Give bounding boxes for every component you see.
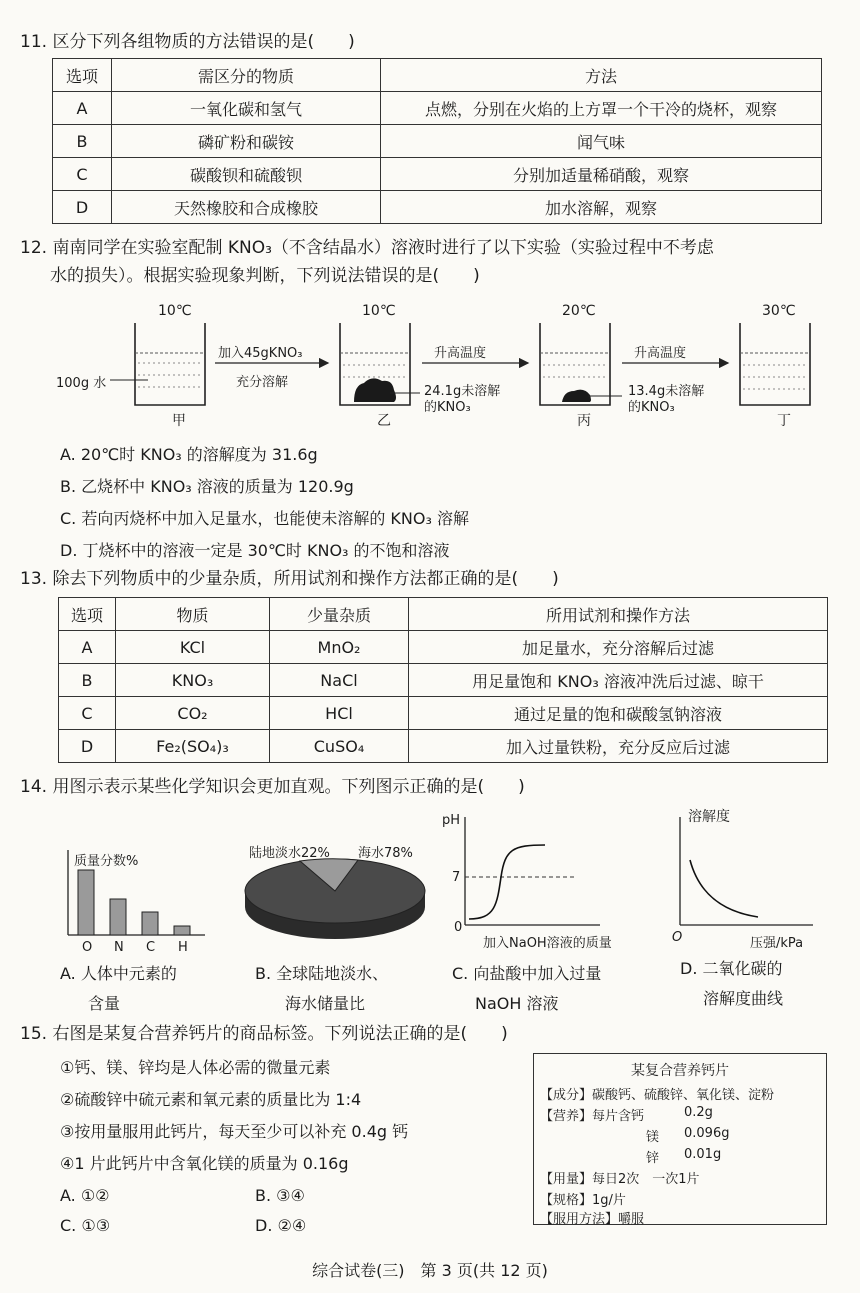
- undissolved-label-1: 24.1g未溶解: [424, 384, 501, 399]
- beaker-bing: [540, 323, 622, 405]
- q12-option-a[interactable]: A. 20℃时 KNO₃ 的溶解度为 31.6g: [60, 445, 318, 464]
- bar-tick-label: O: [82, 940, 93, 955]
- product-label-spec: 【规格】1g/片: [540, 1193, 626, 1208]
- table-row: [59, 664, 828, 697]
- table-cell: 点燃，分别在火焰的上方罩一个干冷的烧杯，观察: [381, 92, 822, 125]
- ph-curve-line: [469, 845, 545, 919]
- product-label-dosage: 【用量】每日2次 一次1片: [540, 1172, 700, 1187]
- chart-d-origin: O: [672, 930, 683, 945]
- chart-c-ref-tick: 7: [452, 870, 461, 885]
- chart-c-xlabel: 加入NaOH溶液的质量: [483, 936, 612, 951]
- beaker-temp: 10℃: [362, 303, 396, 319]
- table-cell: CuSO₄: [270, 730, 409, 763]
- table-row: [59, 697, 828, 730]
- table-header-row: [59, 598, 828, 631]
- table-header-row: [53, 59, 822, 92]
- table-cell: 加水溶解，观察: [381, 191, 822, 224]
- arrow1-top-label: 加入45gKNO₃: [218, 346, 303, 361]
- chart-b-caption-2: 海水储量比: [285, 994, 366, 1013]
- product-label-zn-value: 0.01g: [684, 1147, 722, 1162]
- q12-option-b[interactable]: B. 乙烧杯中 KNO₃ 溶液的质量为 120.9g: [60, 477, 354, 496]
- chart-c-ylabel: pH: [442, 813, 461, 828]
- undissolved-solid-icon: [562, 390, 591, 402]
- q15-option-c[interactable]: C. ①③: [60, 1216, 111, 1235]
- chart-a-ylabel: 质量分数%: [74, 854, 139, 869]
- table-row: [53, 191, 822, 224]
- beaker-yi: [340, 323, 420, 405]
- solubility-curve-line: [690, 860, 758, 917]
- q13-table: [58, 597, 828, 763]
- chart-c-caption-2: NaOH 溶液: [475, 994, 559, 1013]
- table-cell: 加足量水，充分溶解后过滤: [409, 631, 828, 664]
- table-cell: 通过足量的饱和碳酸氢钠溶液: [409, 697, 828, 730]
- table-cell: D: [53, 191, 112, 224]
- table-header: 选项: [59, 598, 116, 631]
- table-row: [59, 730, 828, 763]
- page-footer: 综合试卷(三) 第 3 页(共 12 页): [312, 1261, 548, 1280]
- table-cell: KCl: [116, 631, 270, 664]
- beaker-name: 丁: [777, 413, 791, 429]
- table-cell: 磷矿粉和碳铵: [112, 125, 381, 158]
- q13-stem: 13. 除去下列物质中的少量杂质，所用试剂和操作方法都正确的是( ): [20, 569, 559, 589]
- chart-a-caption-2: 含量: [88, 994, 121, 1013]
- table-cell: 一氧化碳和氢气: [112, 92, 381, 125]
- table-header: 少量杂质: [270, 598, 409, 631]
- q12-stem-line2: 水的损失）。根据实验现象判断，下列说法错误的是( ): [50, 266, 480, 286]
- q15-option-b[interactable]: B. ③④: [255, 1186, 305, 1205]
- beaker-name: 甲: [172, 413, 186, 429]
- beaker-temp: 30℃: [762, 303, 796, 319]
- q15-statement: ①钙、镁、锌均是人体必需的微量元素: [60, 1058, 331, 1077]
- table-cell: MnO₂: [270, 631, 409, 664]
- chart-c-caption: C. 向盐酸中加入过量: [452, 964, 602, 983]
- table-row: [53, 92, 822, 125]
- table-cell: Fe₂(SO₄)₃: [116, 730, 270, 763]
- chart-d-solubility-curve: [668, 815, 818, 930]
- bar-tick-label: N: [114, 940, 124, 955]
- q15-statement: ②硫酸锌中硫元素和氧元素的质量比为 1:4: [60, 1090, 362, 1109]
- product-label-zn-key: 锌: [646, 1151, 660, 1166]
- beaker-jia: [110, 323, 205, 405]
- q14-stem: 14. 用图示表示某些化学知识会更加直观。下列图示正确的是( ): [20, 777, 525, 797]
- table-row: [53, 158, 822, 191]
- bar-H: [174, 926, 190, 935]
- product-label-method: 【服用方法】嚼服: [540, 1212, 645, 1227]
- undissolved-label-1b: 的KNO₃: [424, 400, 471, 415]
- table-header: 所用试剂和操作方法: [409, 598, 828, 631]
- table-cell: 闻气味: [381, 125, 822, 158]
- table-cell: NaCl: [270, 664, 409, 697]
- table-cell: 加入过量铁粉，充分反应后过滤: [409, 730, 828, 763]
- chart-d-caption: D. 二氧化碳的: [680, 959, 783, 978]
- table-cell: 碳酸钡和硫酸钡: [112, 158, 381, 191]
- table-cell: A: [53, 92, 112, 125]
- arrow3-top-label: 升高温度: [634, 346, 687, 361]
- beaker-temp: 10℃: [158, 303, 192, 319]
- table-cell: D: [59, 730, 116, 763]
- q15-statement: ③按用量服用此钙片，每天至少可以补充 0.4g 钙: [60, 1122, 409, 1141]
- q15-statement: ④1 片此钙片中含氧化镁的质量为 0.16g: [60, 1154, 349, 1173]
- bar-tick-label: H: [178, 940, 188, 955]
- q12-stem-line1: 12. 南南同学在实验室配制 KNO₃（不含结晶水）溶液时进行了以下实验（实验过程中不考虑: [20, 238, 714, 258]
- product-label: [533, 1053, 827, 1225]
- bar-tick-label: C: [146, 940, 156, 955]
- pie-label-seawater: 海水78%: [358, 846, 413, 861]
- table-header: 需区分的物质: [112, 59, 381, 92]
- chart-d-xlabel: 压强/kPa: [750, 936, 804, 951]
- chart-b-caption: B. 全球陆地淡水、: [255, 964, 389, 983]
- table-cell: C: [53, 158, 112, 191]
- chart-a-caption: A. 人体中元素的: [60, 964, 177, 983]
- chart-c-origin: 0: [454, 920, 463, 935]
- bar-C: [142, 912, 158, 935]
- chart-b-pie: [240, 855, 430, 950]
- table-cell: A: [59, 631, 116, 664]
- q15-option-d[interactable]: D. ②④: [255, 1216, 307, 1235]
- table-cell: 用足量饱和 KNO₃ 溶液冲洗后过滤、晾干: [409, 664, 828, 697]
- table-cell: B: [53, 125, 112, 158]
- q11-table: [52, 58, 822, 224]
- table-cell: C: [59, 697, 116, 730]
- pie-label-freshwater: 陆地淡水22%: [249, 846, 330, 861]
- table-cell: HCl: [270, 697, 409, 730]
- table-cell: 分别加适量稀硝酸，观察: [381, 158, 822, 191]
- undissolved-label-2: 13.4g未溶解: [628, 384, 705, 399]
- table-cell: 天然橡胶和合成橡胶: [112, 191, 381, 224]
- table-cell: CO₂: [116, 697, 270, 730]
- bar-O: [78, 870, 94, 935]
- product-label-nutrition-key: 【营养】每片含钙: [540, 1109, 645, 1124]
- q15-stem: 15. 右图是某复合营养钙片的商品标签。下列说法正确的是( ): [20, 1024, 508, 1044]
- table-header: 选项: [53, 59, 112, 92]
- arrow2-top-label: 升高温度: [434, 346, 487, 361]
- chart-d-ylabel: 溶解度: [688, 809, 730, 825]
- q15-option-a[interactable]: A. ①②: [60, 1186, 110, 1205]
- table-cell: KNO₃: [116, 664, 270, 697]
- table-cell: B: [59, 664, 116, 697]
- table-header: 方法: [381, 59, 822, 92]
- undissolved-solid-icon: [354, 378, 396, 402]
- undissolved-label-2b: 的KNO₃: [628, 400, 675, 415]
- arrow1-bottom-label: 充分溶解: [236, 375, 289, 390]
- beaker-temp: 20℃: [562, 303, 596, 319]
- table-row: [59, 631, 828, 664]
- chart-c-ph-curve: [455, 815, 605, 935]
- bar-N: [110, 899, 126, 935]
- product-label-title: 某复合营养钙片: [631, 1063, 729, 1079]
- q12-option-d[interactable]: D. 丁烧杯中的溶液一定是 30℃时 KNO₃ 的不饱和溶液: [60, 541, 450, 560]
- q11-stem: 11. 区分下列各组物质的方法错误的是( ): [20, 32, 355, 52]
- product-label-ingredients: 【成分】碳酸钙、硫酸锌、氧化镁、淀粉: [540, 1088, 775, 1103]
- water-label: 100g 水: [56, 376, 107, 391]
- beaker-name: 丙: [577, 413, 591, 429]
- q12-option-c[interactable]: C. 若向丙烧杯中加入足量水，也能使未溶解的 KNO₃ 溶解: [60, 509, 469, 528]
- product-label-mg-value: 0.096g: [684, 1126, 730, 1141]
- product-label-mg-key: 镁: [646, 1130, 660, 1145]
- beaker-ding: [740, 323, 810, 405]
- table-row: [53, 125, 822, 158]
- chart-d-caption-2: 溶解度曲线: [703, 989, 784, 1008]
- table-header: 物质: [116, 598, 270, 631]
- beaker-name: 乙: [377, 413, 391, 429]
- product-label-ca-value: 0.2g: [684, 1105, 713, 1120]
